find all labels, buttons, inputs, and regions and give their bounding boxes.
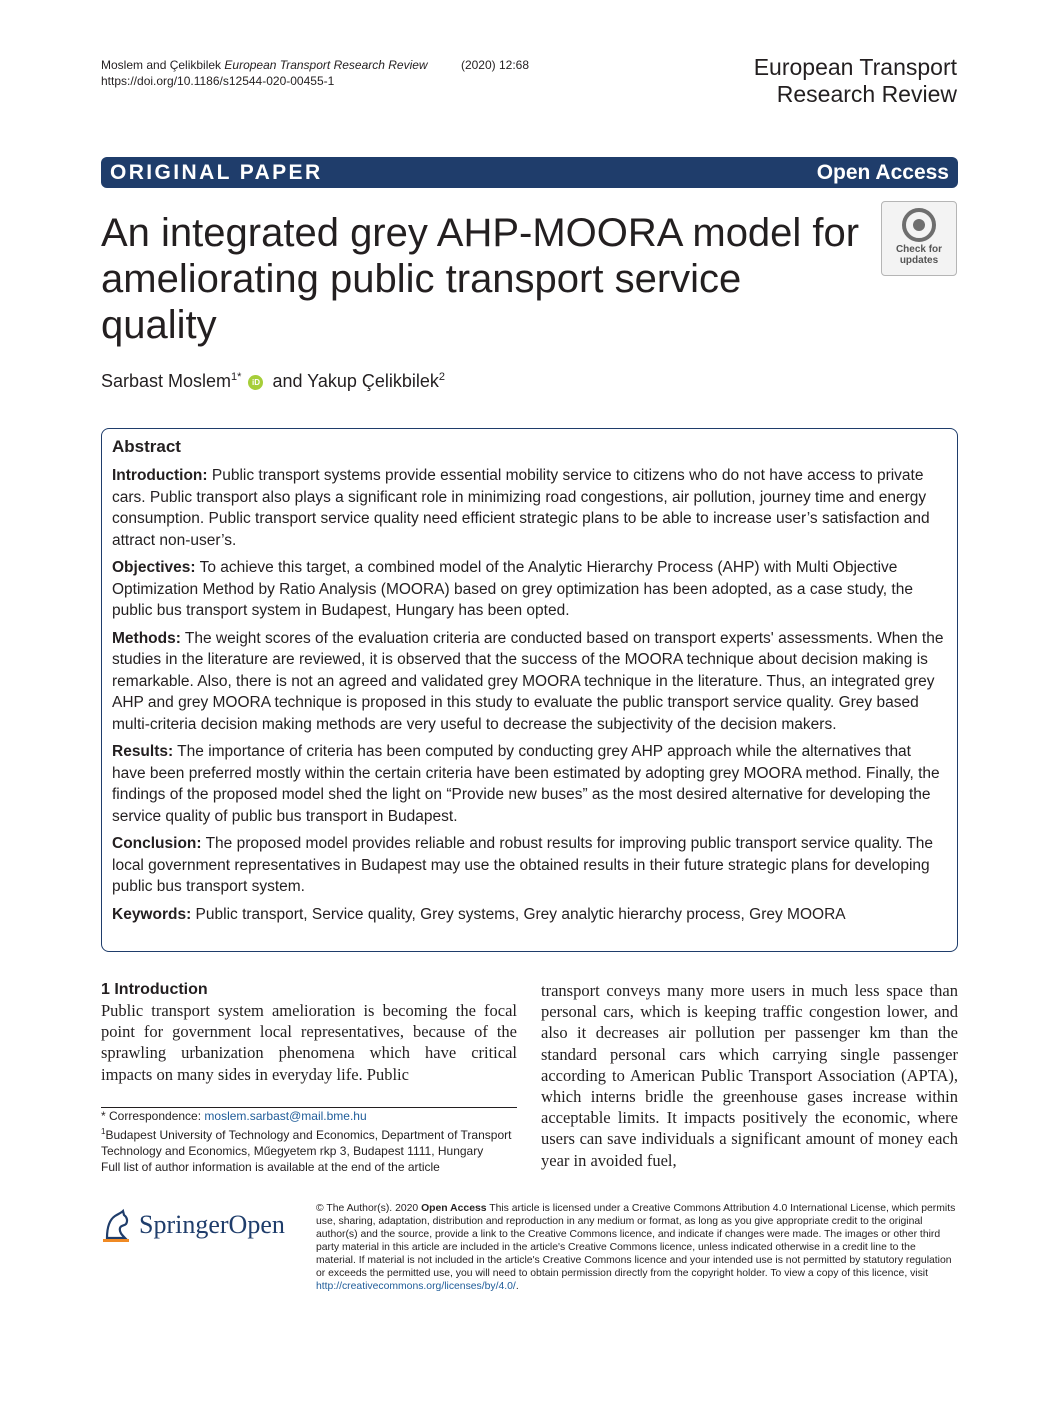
article-type-label: ORIGINAL PAPER — [110, 160, 323, 184]
check-updates-icon — [902, 208, 936, 242]
author-list: Sarbast Moslem$^{1*}$ iD and Yakup Çelikbilek$^2$ — [101, 371, 446, 391]
running-header — [101, 57, 529, 89]
license-text: © The Author(s). 2020 Open Access This article is licensed under a Creative Commons Attribution 4.0 International License, which permits use, sharing, adaptation, distribution and reproduction in any medium or format, as long as you give appropriate credit to the original author(s) and the source, provide a link to the Creative Commons licence, and indicate if changes were made. The images or other third party material in this article are included in the article's Creative Commons licence, unless indicated otherwise in a credit line to the material. If material is not included in the article's Creative Commons licence and your intended use is not permitted by statutory regulation or exceeds the permitted use, you will need to obtain permission directly from the copyright holder. To view a copy of this licence, visit http://creativecommons.org/licenses/by/4.0/. — [316, 1203, 956, 1292]
article-type-band — [101, 157, 958, 188]
license-link[interactable]: http://creativecommons.org/licenses/by/4.0/ — [316, 1281, 516, 1292]
affiliation: Budapest University of Technology and Economics, Department of Transport Technology and Economics, Műegyetem rkp 3, Budapest 1111, Hungary — [101, 1128, 512, 1158]
article-title: An integrated grey AHP-MOORA model for ameliorating public transport service quality — [101, 211, 860, 347]
abstract-paragraph: Methods: The weight scores of the evaluation criteria are conducted based on transport experts' assessments. When the studies in the literature are reviewed, it is observed that the success of the MOORA technique about decision making is remarkable. Also, there is not an agreed and validated grey MOORA technique in the literature. Thus, an integrated grey AHP and grey MOORA technique is proposed in this study to evaluate the public transport service quality. Grey based multi-criteria decision making methods are very useful to decrease the subjectivity of the decision makers. — [112, 629, 944, 733]
header-issue: (2020) 12:68 — [460, 58, 530, 72]
header-journal: European Transport Research Review — [224, 58, 428, 72]
abstract-paragraph: Introduction: Public transport systems provide essential mobility service to citizens who do not have access to private cars. Public transport also plays a significant role in minimizing road congestions, air pollution, journey time and energy consumption. Public transport service quality need efficient strategic plans to be able to increase user’s satisfaction and attract non-user’s. — [112, 467, 930, 549]
abstract-heading: Abstract — [112, 437, 181, 456]
author-name[interactable]: Sarbast Moslem — [101, 371, 232, 391]
header-authors: Moslem and Çelikbilek — [101, 58, 222, 72]
abstract-paragraph: Conclusion: The proposed model provides reliable and robust results for improving public transport service quality. The local government representatives in Budapest may use the obtained results in their future strategic plans for developing public bus transport system. — [112, 835, 934, 895]
journal-name: European Transport Research Review — [753, 54, 957, 107]
springer-open-logo — [101, 1203, 301, 1247]
full-list-note: Full list of author information is available at the end of the article — [101, 1160, 440, 1174]
author-name[interactable]: and Yakup Çelikbilek — [267, 371, 439, 391]
springer-horse-icon — [101, 1208, 131, 1242]
body-column-right — [541, 980, 958, 1171]
abstract-box — [101, 428, 958, 952]
citation-line — [101, 57, 529, 73]
body-paragraph: Public transport system amelioration is becoming the focal point for government local representatives, because of the sprawling urbanization phenomena which have critical impacts on many sides in everyday life. Public — [101, 1001, 517, 1084]
abstract-paragraph: Objectives: To achieve this target, a combined model of the Analytic Hierarchy Process (AHP) with Multi Objective Optimization Method by Ratio Analysis (MOORA) based on grey optimization has been adopted, as a case study, the public bus transport system in Budapest, Hungary has been opted. — [112, 559, 913, 619]
keywords: Keywords: Public transport, Service quality, Grey systems, Grey analytic hierarchy process, Grey MOORA — [112, 905, 846, 923]
body-column-left — [101, 980, 517, 1085]
publisher-name: SpringerOpen — [139, 1210, 285, 1239]
orcid-icon[interactable]: iD — [248, 375, 263, 390]
section-heading: 1 Introduction — [101, 981, 208, 998]
abstract-paragraph: Results: The importance of criteria has been computed by conducting grey AHP approach while the alternatives that have been preferred mostly within the certain criteria have been estimated by adopting grey MOORA method. Finally, the findings of the proposed model shed the light on “Provide new buses” as the most desired alternative for developing the service quality of public bus transport in Budapest. — [112, 743, 940, 825]
body-paragraph: transport conveys many more users in much less space than personal cars, which is keeping traffic congestion lower, and also it decreases air pollution per passenger km than the standard personal cars which carrying single passenger according to American Public Transport Association (APTA), which interns bridle the greenhouse gases increase within acceptable limits. It impacts positively the economic, where users can save individuals a significant amount of money each year in avoided fuel, — [541, 981, 958, 1170]
correspondence-email-link[interactable]: moslem.sarbast@mail.bme.hu — [204, 1109, 367, 1123]
header-doi[interactable]: https://doi.org/10.1186/s12544-020-00455-1 — [101, 74, 335, 88]
footnotes: * Correspondence: moslem.sarbast@mail.bme.hu $^1$Budapest University of Technology and Economics, Department of Transport Technology and Economics, Műegyetem rkp 3, Budapest 1111, Hungary Full list of author information is available at the end of the article — [101, 1108, 517, 1175]
check-for-updates-button[interactable]: Check for updates — [881, 201, 957, 276]
open-access-label: Open Access — [816, 160, 949, 184]
